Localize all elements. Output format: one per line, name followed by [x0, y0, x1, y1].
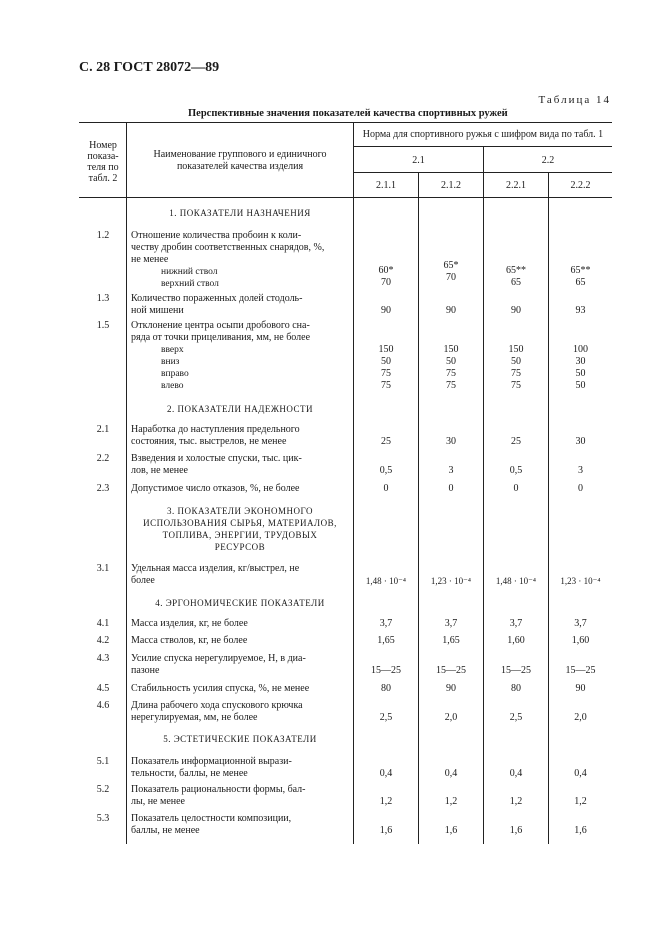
row-number: 1.2 — [96, 230, 110, 241]
row-number: 2.1 — [96, 424, 110, 435]
value-cell: 65* 70 — [443, 260, 459, 283]
row-number: 3.1 — [96, 563, 110, 574]
section-heading: 4. ЭРГОНОМИЧЕСКИЕ ПОКАЗАТЕЛИ — [155, 598, 325, 608]
value-cell: 3,7 — [444, 618, 458, 629]
value-cell: 1,60 — [571, 635, 590, 646]
row-number: 5.2 — [96, 784, 110, 795]
value-cell: 1,23 · 10⁻⁴ — [560, 576, 601, 586]
value-cell: 150 50 75 75 — [443, 344, 459, 391]
row-number: 4.3 — [96, 653, 110, 664]
value-cell: 2,0 — [444, 712, 458, 723]
row-name: Показатель целостности композиции, баллы, не менее — [131, 813, 292, 836]
value-cell: 2,5 — [509, 712, 523, 723]
value-cell: 0 — [513, 483, 519, 494]
section-heading: 2. ПОКАЗАТЕЛИ НАДЕЖНОСТИ — [166, 404, 314, 414]
row-number: 4.5 — [96, 683, 110, 694]
value-cell: 30 — [575, 436, 586, 447]
value-cell: 1,60 — [507, 635, 525, 646]
row-name: Отношение количества пробоин к коли- честву дробин соответственных снарядов, %, не менее нижний ствол верхний ствол — [131, 230, 325, 289]
header-bottom-rule — [79, 197, 612, 198]
value-cell: 0 — [578, 483, 583, 494]
group-2-1: 2.1 — [412, 155, 425, 166]
value-cell: 0,5 — [379, 465, 393, 476]
value-cell: 90 — [446, 305, 456, 316]
table-title: Перспективные значения показателей качества спортивных ружей — [188, 108, 508, 119]
row-number: 2.2 — [96, 453, 110, 464]
value-cell: 1,6 — [574, 825, 587, 836]
value-cell: 0 — [383, 483, 389, 494]
row-number: 2.3 — [96, 483, 110, 494]
section-heading: 1. ПОКАЗАТЕЛИ НАЗНАЧЕНИЯ — [169, 208, 311, 218]
value-cell: 15—25 — [565, 665, 596, 676]
value-cell: 3,7 — [509, 618, 523, 629]
value-cell: 0,5 — [509, 465, 523, 476]
value-cell: 1,65 — [442, 635, 460, 646]
norm-header: Норма для спортивного ружья с шифром вида по табл. 1 — [362, 129, 604, 140]
sub-2-1-2: 2.1.2 — [441, 180, 461, 191]
row-name: Усилие спуска нерегулируемое, Н, в диа- пазоне — [131, 653, 306, 676]
row-name: Длина рабочего хода спускового крючка нерегулируемая, мм, не более — [131, 700, 303, 723]
sub-2-2-1: 2.2.1 — [506, 180, 526, 191]
value-cell: 0,4 — [444, 768, 458, 779]
value-cell: 0,4 — [379, 768, 393, 779]
value-cell: 1,2 — [509, 796, 523, 807]
page-header: С. 28 ГОСТ 28072—89 — [79, 60, 220, 75]
value-cell: 1,2 — [574, 796, 587, 807]
name-header: Наименование группового и единичного показателей качества изделия — [153, 149, 327, 172]
value-cell: 25 — [511, 436, 521, 447]
table-number: Таблица 14 — [538, 94, 611, 106]
row-number: 1.5 — [96, 320, 110, 331]
value-cell: 30 — [446, 436, 456, 447]
value-cell: 150 50 75 75 — [508, 344, 524, 391]
value-cell: 0,4 — [509, 768, 523, 779]
value-cell: 93 — [575, 305, 586, 316]
value-cell: 90 — [575, 683, 586, 694]
value-cell: 0 — [448, 483, 454, 494]
value-cell: 15—25 — [436, 665, 466, 676]
value-cell: 80 — [381, 683, 391, 694]
value-cell: 1,2 — [379, 796, 393, 807]
row-number: 4.1 — [96, 618, 110, 629]
row-name: Масса стволов, кг, не более — [131, 635, 248, 646]
row-number: 5.1 — [96, 756, 110, 767]
row-name: Отклонение центра осыпи дробового сна- ряда от точки прицеливания, мм, не более вверх вниз вправо влево — [131, 320, 311, 391]
row-name: Масса изделия, кг, не более — [131, 618, 248, 629]
value-cell: 100 30 50 50 — [573, 344, 588, 391]
value-cell: 3,7 — [379, 618, 393, 629]
sub-2-1-1: 2.1.1 — [376, 180, 396, 191]
value-cell: 90 — [446, 683, 456, 694]
value-cell: 1,48 · 10⁻⁴ — [495, 576, 537, 586]
value-cell: 65** 65 — [506, 265, 526, 288]
value-cell: 80 — [511, 683, 521, 694]
table-top-rule — [79, 122, 612, 123]
sub-2-2-2: 2.2.2 — [570, 180, 591, 191]
row-number: 4.6 — [96, 700, 110, 711]
row-name: Показатель информационной вырази- тельности, баллы, не менее — [131, 756, 292, 779]
value-cell: 1,6 — [509, 825, 523, 836]
row-number: 4.2 — [96, 635, 110, 646]
value-cell: 150 50 75 75 — [378, 344, 394, 391]
value-cell: 3,7 — [574, 618, 587, 629]
section-heading: 5. ЭСТЕТИЧЕСКИЕ ПОКАЗАТЕЛИ — [163, 734, 317, 744]
value-cell: 3 — [578, 465, 583, 476]
num-header: Номер показа- теля по табл. 2 — [87, 140, 119, 184]
section-heading: 3. ПОКАЗАТЕЛИ ЭКОНОМНОГО ИСПОЛЬЗОВАНИЯ СЫРЬЯ, МАТЕРИАЛОВ, ТОПЛИВА, ЭНЕРГИИ, ТРУДОВЫХ РЕСУРСОВ — [143, 506, 337, 552]
value-cell: 1,23 · 10⁻⁴ — [430, 576, 472, 586]
value-cell: 1,65 — [377, 635, 395, 646]
value-cell: 90 — [381, 305, 391, 316]
row-name: Допустимое число отказов, %, не более — [131, 483, 300, 494]
value-cell: 2,5 — [379, 712, 393, 723]
row-name: Удельная масса изделия, кг/выстрел, не более — [131, 563, 300, 586]
value-cell: 1,6 — [379, 825, 393, 836]
col-divider-group — [483, 146, 484, 844]
value-cell: 1,6 — [444, 825, 458, 836]
value-cell: 2,0 — [574, 712, 587, 723]
value-cell: 15—25 — [371, 665, 401, 676]
value-cell: 1,2 — [444, 796, 458, 807]
value-cell: 60* 70 — [378, 265, 394, 288]
value-cell: 1,48 · 10⁻⁴ — [365, 576, 407, 586]
row-name: Количество пораженных долей стодоль- ной мишени — [131, 293, 303, 316]
row-name: Показатель рациональности формы, бал- лы, не менее — [131, 784, 306, 807]
row-name: Наработка до наступления предельного состояния, тыс. выстрелов, не менее — [131, 424, 300, 447]
row-name: Взведения и холостые спуски, тыс. цик- лов, не менее — [131, 453, 302, 476]
value-cell: 15—25 — [501, 665, 531, 676]
row-name: Стабильность усилия спуска, %, не менее — [131, 683, 310, 694]
value-cell: 0,4 — [574, 768, 587, 779]
value-cell: 90 — [511, 305, 521, 316]
group-2-2: 2.2 — [541, 155, 555, 166]
row-number: 1.3 — [96, 293, 110, 304]
value-cell: 3 — [448, 465, 454, 476]
row-number: 5.3 — [96, 813, 110, 824]
value-cell: 65** 65 — [570, 265, 591, 288]
value-cell: 25 — [381, 436, 391, 447]
